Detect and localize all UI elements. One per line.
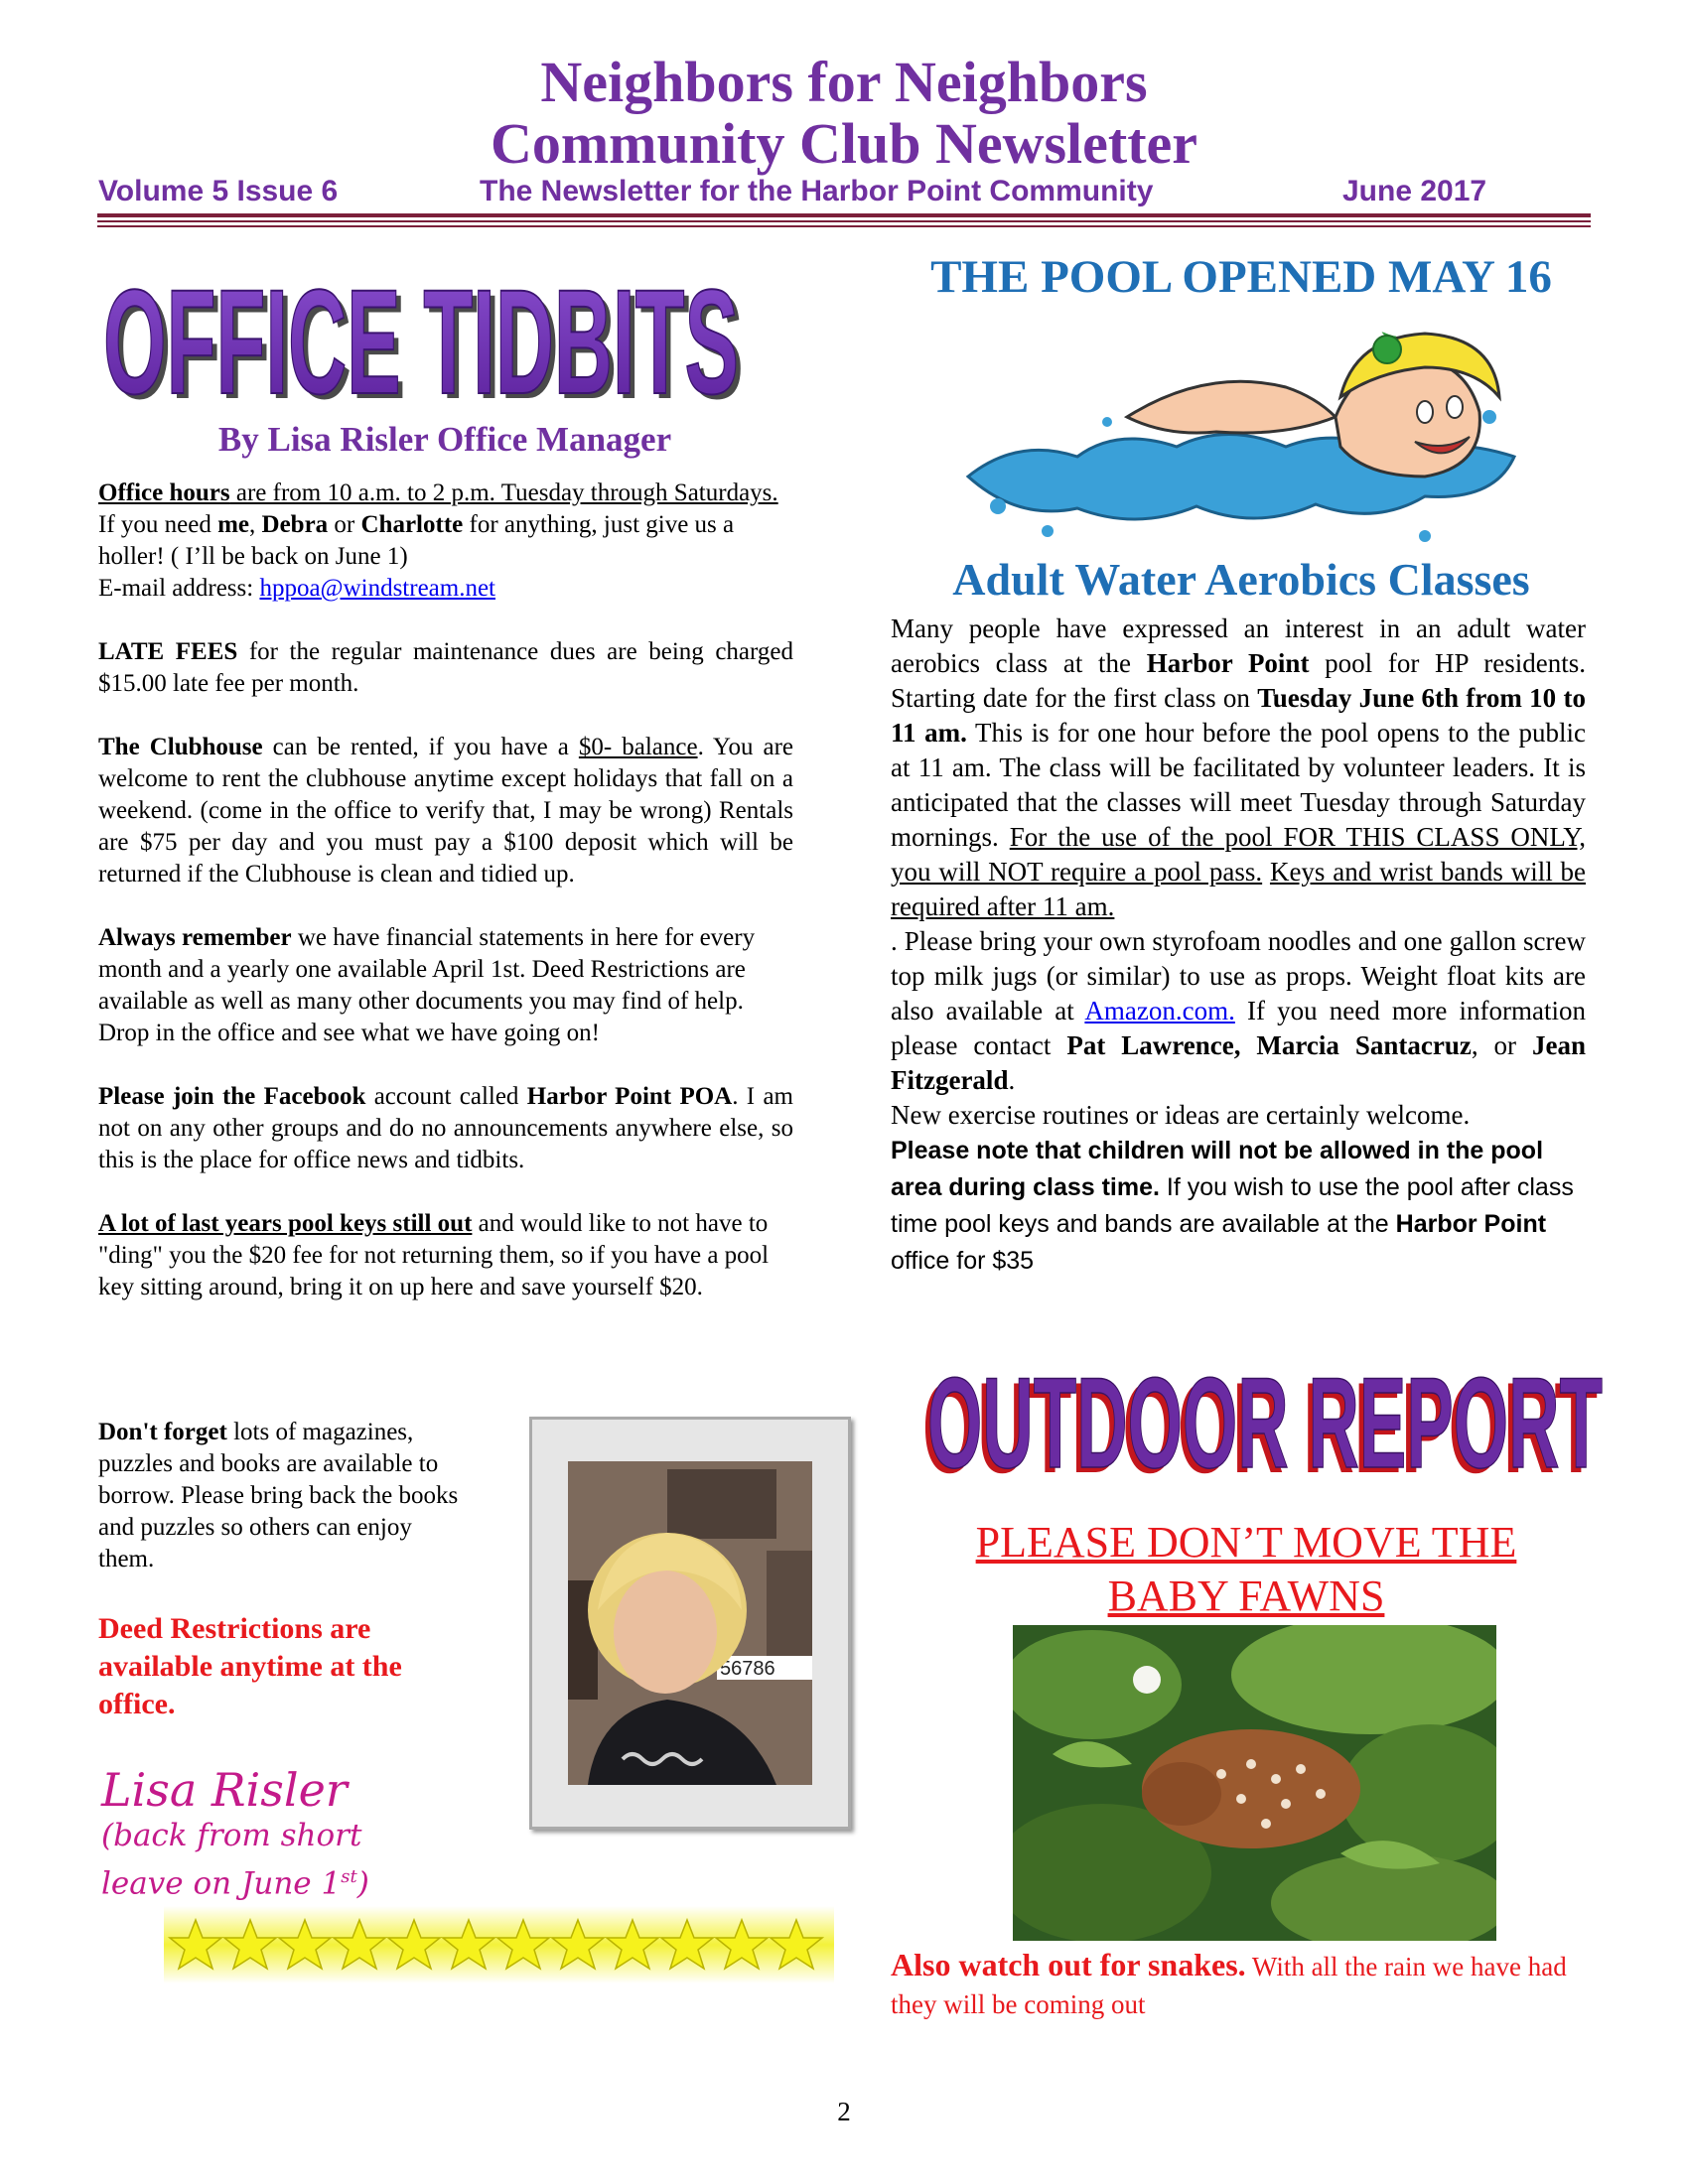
text-fragment: Charlotte [360, 511, 464, 538]
text-fragment: Harbor Point [1146, 648, 1310, 678]
text-fragment: leave on June 1 [101, 1865, 342, 1902]
byline: By Lisa Risler Office Manager [217, 420, 672, 459]
portrait-image [568, 1461, 812, 1785]
deed-restrictions-note: Deed Restrictions are available anytime at the office. [98, 1612, 402, 1720]
office-tidbits-body [98, 478, 793, 1335]
dont-forget-paragraph [98, 1417, 466, 1575]
newsletter-title-line2: Community Club Newsletter [490, 111, 1198, 176]
text-fragment: This is for one hour before the pool opens to the public at 11 am. The class will be facilitated by volunteer leaders. It is anticipated that the classes will meet Tuesday through Saturday mornings. [891, 718, 1586, 852]
signature [101, 1765, 369, 1904]
signature-name: Lisa Risler [101, 1763, 348, 1817]
dont-forget-label: Don't forget [98, 1419, 227, 1445]
text-fragment: Pat Lawrence, Marcia Santacruz [1066, 1030, 1472, 1060]
text-fragment: If you need [98, 511, 218, 538]
props-paragraph [891, 924, 1586, 1098]
pool-keys-label: A lot of last years pool keys still out [98, 1210, 473, 1237]
text-fragment: account called [365, 1083, 527, 1110]
office-hours-label: Office hours [98, 479, 230, 506]
email-label: E-mail address: [98, 575, 260, 602]
text-fragment: PLEASE DON’T MOVE THE [975, 1518, 1517, 1567]
text-fragment: we have financial statements in here for every month and a yearly one available April 1st. Deed Restrictions are available as well as many other documents you may find of help. Drop in the office and see what we have going on! [98, 924, 756, 1046]
pool-opened-heading: THE POOL OPENED MAY 16 [930, 251, 1552, 303]
text-fragment: for the regular maintenance dues are being charged $15.00 late fee per month. [98, 638, 793, 697]
text-fragment: . [1008, 1065, 1016, 1095]
text-fragment: Jean Fitzgerald [891, 1030, 1586, 1095]
text-fragment: Harbor Point [1395, 1210, 1547, 1238]
svg-text:OUTDOOR REPORT: OUTDOOR REPORT [922, 1355, 1598, 1489]
text-fragment: ) [356, 1865, 369, 1902]
text-fragment: . I am not on any other groups and do no announcements anywhere else, so this is the place for office news and tidbits. [98, 1083, 793, 1173]
signature-note-line2 [101, 1856, 369, 1904]
text-fragment [1262, 857, 1270, 887]
text-fragment: for anything, just give us a holler! ( I’ll be back on June 1) [98, 511, 735, 570]
tagline: The Newsletter for the Harbor Point Community [480, 175, 1154, 207]
page-number: 2 [837, 2097, 851, 2126]
text-fragment: With all the rain we have had they will be coming out [891, 1952, 1567, 2019]
stars-banner [164, 1906, 834, 1983]
snakes-warning [891, 1946, 1606, 2023]
office-manager-photo [529, 1417, 851, 1830]
svg-text:OUTDOOR REPORT: OUTDOOR REPORT [927, 1350, 1603, 1489]
clubhouse-paragraph [98, 732, 793, 890]
swimmer-clipart [958, 328, 1524, 551]
text-fragment: lots of magazines, puzzles and books are available to borrow. Please bring back the books and puzzles so others can enjoy them. [98, 1419, 459, 1572]
text-fragment: and would like to not have to "ding" you the $20 fee for not returning them, so if you have a pool key sitting around, bring it on up here and save yourself $20. [98, 1210, 770, 1300]
text-fragment: Also watch out for snakes. [891, 1947, 1246, 1982]
office-tidbits-wordart [97, 254, 753, 423]
text-fragment: Debra [261, 511, 329, 538]
masthead-rule-top [97, 213, 1591, 217]
routines-line: New exercise routines or ideas are certainly welcome. [891, 1100, 1471, 1130]
text-fragment: . You are welcome to rent the clubhouse anytime except holidays that fall on a weekend. (come in the office to verify that, I may be wrong) Rentals are $75 per day and you must pay a $100 deposit which will be returned if the Clubhouse is clean and tidied up. [98, 734, 793, 887]
email-link[interactable]: hppoa@windstream.net [259, 575, 496, 602]
svg-text:56786: 56786 [720, 1658, 775, 1680]
aerobics-paragraph [891, 612, 1586, 924]
svg-text:OFFICE TIDBITS: OFFICE TIDBITS [108, 263, 744, 423]
text-fragment: Please note that children will not be allowed in the pool area during class time. [891, 1137, 1544, 1201]
always-remember-label: Always remember [98, 924, 292, 951]
office-hours-paragraph [98, 478, 793, 605]
baby-fawns-heading [889, 1516, 1604, 1623]
text-fragment: Keys and wrist bands will be required after 11 am. [891, 857, 1587, 921]
amazon-link[interactable]: Amazon.com. [1084, 996, 1235, 1025]
text-fragment: Harbor Point POA [526, 1083, 733, 1110]
masthead-rule-bottom [97, 225, 1591, 227]
text-fragment: . Please bring your own styrofoam noodles and one gallon screw top milk jugs (or similar) to use as props. Weight float kits are also available at [891, 926, 1586, 1025]
text-fragment: For the use of the pool FOR THIS CLASS ONLY, you will NOT require a pool pass. [891, 822, 1586, 887]
water-aerobics-heading: Adult Water Aerobics Classes [952, 554, 1530, 605]
outdoor-report-wordart [914, 1340, 1609, 1489]
portrait-illustration [568, 1461, 812, 1785]
office-hours-text: are from 10 a.m. to 2 p.m. Tuesday through Saturdays. [229, 479, 778, 506]
text-fragment: $0- balance [578, 734, 698, 760]
text-fragment: , [249, 511, 262, 538]
text-fragment: , or [1471, 1030, 1532, 1060]
text-fragment: If you need more information please contact [891, 996, 1586, 1060]
text-fragment: office for $35 [891, 1247, 1035, 1275]
children-note [891, 1133, 1586, 1280]
signature-note-line1: (back from short [101, 1818, 362, 1853]
text-fragment: Many people have expressed an interest in an adult water aerobics class at the [891, 614, 1586, 678]
water-aerobics-body [891, 612, 1586, 1280]
facebook-paragraph [98, 1081, 793, 1176]
svg-text:OFFICE TIDBITS: OFFICE TIDBITS [103, 258, 739, 423]
facebook-label: Please join the Facebook [98, 1083, 366, 1110]
newsletter-title-line1: Neighbors for Neighbors [540, 50, 1148, 114]
issue-date: June 2017 [1342, 175, 1487, 207]
late-fees-label: LATE FEES [98, 638, 238, 665]
text-fragment: pool for HP residents. Starting date for the first class on [891, 648, 1587, 713]
always-remember-paragraph [98, 922, 793, 1049]
text-fragment: If you wish to use the pool after class time pool keys and bands are available at the [891, 1173, 1574, 1238]
pool-keys-paragraph [98, 1208, 793, 1303]
clubhouse-label: The Clubhouse [98, 734, 263, 760]
text-fragment: BABY FAWNS [1107, 1571, 1385, 1620]
volume-issue: Volume 5 Issue 6 [98, 175, 339, 207]
text-fragment: st [341, 1866, 357, 1887]
text-fragment: Tuesday June 6th from 10 to 11 am. [891, 683, 1586, 748]
late-fees-paragraph [98, 636, 793, 700]
text-fragment: can be rented, if you have a [262, 734, 579, 760]
masthead-rule-mid [97, 220, 1591, 222]
text-fragment: or [328, 511, 361, 538]
text-fragment: me [217, 511, 250, 538]
fawn-photo [1013, 1625, 1496, 1941]
